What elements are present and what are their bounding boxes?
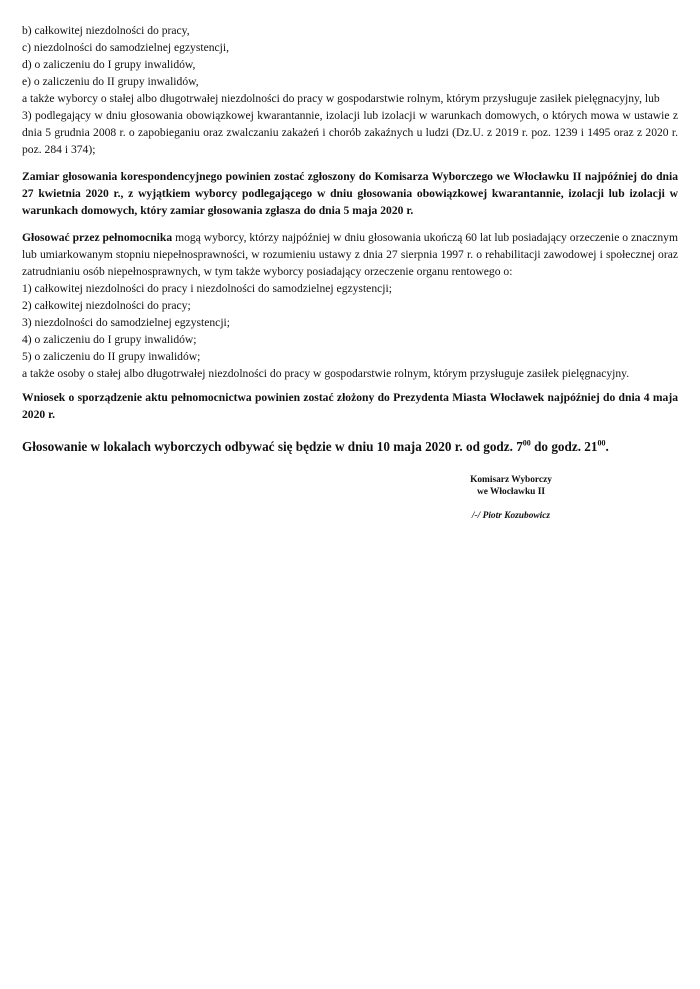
list-item: 3) niezdolności do samodzielnej egzystencji; xyxy=(22,316,230,329)
signature-name: /-/ Piotr Kozubowicz xyxy=(471,511,551,521)
list-item: 5) o zaliczeniu do II grupy inwalidów; xyxy=(22,350,201,363)
voting-text-a: Głosowanie w lokalach wyborczych odbywać się będzie w dniu 10 maja 2020 r. od godz. 7 xyxy=(22,439,523,454)
list-item: 2) całkowitej niezdolności do pracy; xyxy=(22,299,191,312)
proxy-lead: Głosować przez pełnomocnika xyxy=(22,231,173,244)
list-item: d) o zaliczeniu do I grupy inwalidów, xyxy=(22,58,196,71)
list-item: c) niezdolności do samodzielnej egzystencji, xyxy=(22,41,230,54)
correspondence-notice: Zamiar głosowania korespondencyjnego powinien zostać zgłoszony do Komisarza Wyborczego we Włocławku II najpóźniej do dnia 27 kwietnia 2020 r., z wyjątkiem wyborcy podlegającego w dniu głosowania obowiązkowej kwarantannie, izolacji lub izolacji w warunkach domowych, który zamiar głosowania zgłasza do dnia 5 maja 2020 r. xyxy=(22,170,678,217)
list-item: e) o zaliczeniu do II grupy inwalidów, xyxy=(22,75,199,88)
proxy-notice: Wniosek o sporządzenie aktu pełnomocnictwa powinien zostać złożony do Prezydenta Miasta Włocławek najpóźniej do dnia 4 maja 2020 r. xyxy=(22,391,678,421)
voting-text-c: . xyxy=(605,439,609,454)
proxy-lead-rest: mogą wyborcy, którzy najpóźniej w dniu głosowania ukończą 60 lat lub posiadający orzeczenie o znacznym lub umiarkowanym stopniu niepełnosprawności, w rozumieniu ustawy z dnia 27 sierpnia 1997 r. o rehabilitacji zawodowej i społecznej oraz zatrudnianiu osób niepełnosprawnych, w tym także wyborcy posiadający orzeczenie organu rentowego o: xyxy=(22,231,678,278)
quarantine-paragraph: 3) podlegający w dniu głosowania obowiązkowej kwarantannie, izolacji lub izolacji w warunkach domowych, o których mowa w ustawie z dnia 5 grudnia 2008 r. o zapobieganiu oraz zwalczaniu zakażeń i chorób zakaźnych u ludzi (Dz.U. z 2019 r. poz. 1239 i 1495 oraz z 2020 r. poz. 284 i 374); xyxy=(22,109,678,156)
document-body xyxy=(22,22,678,456)
list-item: 1) całkowitej niezdolności do pracy i niezdolności do samodzielnej egzystencji; xyxy=(22,282,392,295)
signature-title-line1: Komisarz Wyborczy xyxy=(470,475,552,485)
proxy-paragraph xyxy=(22,229,678,280)
voting-sup-b: 00 xyxy=(597,438,606,448)
proxy-tail: a także osoby o stałej albo długotrwałej niezdolności do pracy w gospodarstwie rolnym, którym przysługuje zasiłek pielęgnacyjny. xyxy=(22,367,630,380)
voting-text-b: do godz. 21 xyxy=(530,439,598,454)
voting-sup-a: 00 xyxy=(522,438,531,448)
list-item: 4) o zaliczeniu do I grupy inwalidów; xyxy=(22,333,197,346)
farmers-paragraph: a także wyborcy o stałej albo długotrwałej niezdolności do pracy w gospodarstwie rolnym, którym przysługuje zasiłek pielęgnacyjny, lub xyxy=(22,92,660,105)
list-item: b) całkowitej niezdolności do pracy, xyxy=(22,24,190,37)
voting-hours xyxy=(22,437,678,456)
signature-block xyxy=(456,474,566,522)
signature-title-line2: we Włocławku II xyxy=(476,487,546,497)
